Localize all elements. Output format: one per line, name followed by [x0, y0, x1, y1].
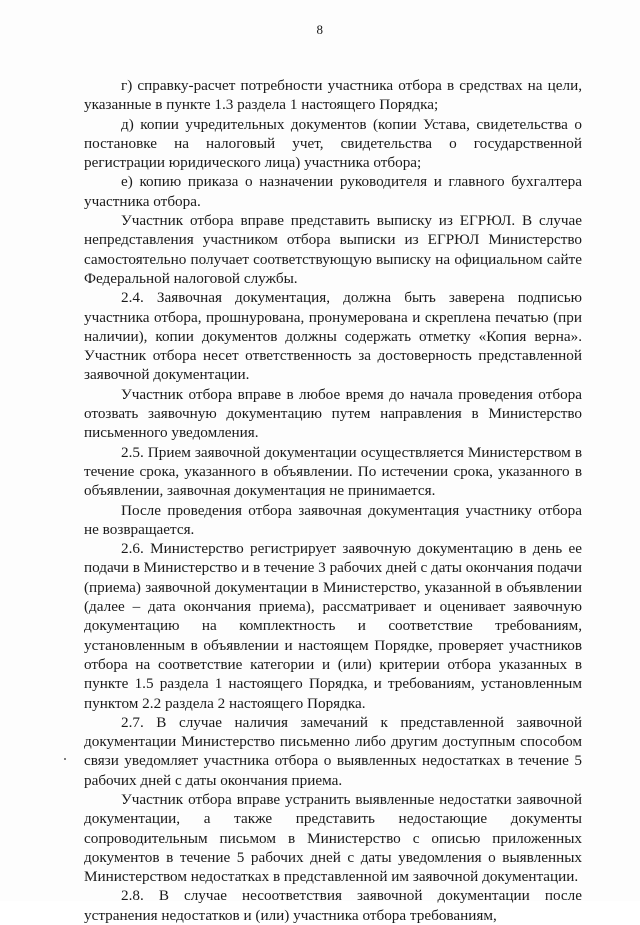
document-body	[84, 76, 582, 925]
paragraph-fix-deficiencies: Участник отбора вправе устранить выявленные недостатки заявочной документации, а также представить недостающие документы сопроводительным письмом в Министерство с описью приложенных документов в течение 5 рабочих дней с даты уведомления о выявленных Министерством недостатках в представленной им заявочной документации.	[84, 790, 582, 886]
paragraph-item-g: г) справку-расчет потребности участника отбора в средствах на цели, указанные в пункте 1.3 раздела 1 настоящего Порядка;	[84, 77, 582, 114]
paragraph-item-d: д) копии учредительных документов (копии Устава, свидетельства о постановке на налоговый учет, свидетельства о государственной регистрации юридического лица) участника отбора;	[84, 115, 582, 172]
paragraph-withdrawal: Участник отбора вправе в любое время до начала проведения отбора отозвать заявочную документацию путем направления в Министерство письменного уведомления.	[84, 385, 582, 442]
paragraph-section-2-7: 2.7. В случае наличия замечаний к представленной заявочной документации Министерство письменно либо другим доступным способом связи уведомляет участника отбора о выявленных недостатках в течение 5 рабочих дней с даты окончания приема.	[84, 713, 582, 789]
paragraph-section-2-5: 2.5. Прием заявочной документации осуществляется Министерством в течение срока, указанного в объявлении. По истечении срока, указанного в объявлении, заявочная документация не принимается.	[84, 443, 582, 500]
paragraph-egrul-extract: Участник отбора вправе представить выписку из ЕГРЮЛ. В случае непредставления участником отбора выписки из ЕГРЮЛ Министерство самостоятельно получает соответствующую выписку на официальном сайте Федеральной налоговой службы.	[84, 212, 582, 287]
paragraph-item-e: е) копию приказа о назначении руководителя и главного бухгалтера участника отбора.	[84, 173, 582, 210]
page-number: 8	[316, 22, 324, 37]
scan-artifact	[64, 758, 66, 760]
paragraph-section-2-6: 2.6. Министерство регистрирует заявочную документацию в день ее подачи в Министерство и в течение 3 рабочих дней с даты окончания подачи (приема) заявочной документации в Министерство, указанной в объявлении (далее – дата окончания приема), рассматривает и оценивает заявочную документацию на комплектность и соответствие требованиям, установленным в объявлении и настоящем Порядке, проверяет участников отбора на соответствие категории и (или) критерии отбора указанных в пункте 1.5 раздела 1 настоящего Порядка, и требованиям, установленным пунктом 2.2 раздела 2 настоящего Порядка.	[84, 540, 583, 712]
paragraph-not-returned: После проведения отбора заявочная документация участнику отбора не возвращается.	[84, 501, 582, 538]
paragraph-section-2-4: 2.4. Заявочная документация, должна быть заверена подписью участника отбора, прошнурована, пронумерована и скреплена печатью (при наличии), копии документов должны содержать отметку «Копия верна». Участник отбора несет ответственность за достоверность представленной заявочной документации.	[84, 289, 582, 384]
paragraph-section-2-8: 2.8. В случае несоответствия заявочной документации после устранения недостатков и (или) участника отбора требованиям,	[84, 887, 582, 924]
